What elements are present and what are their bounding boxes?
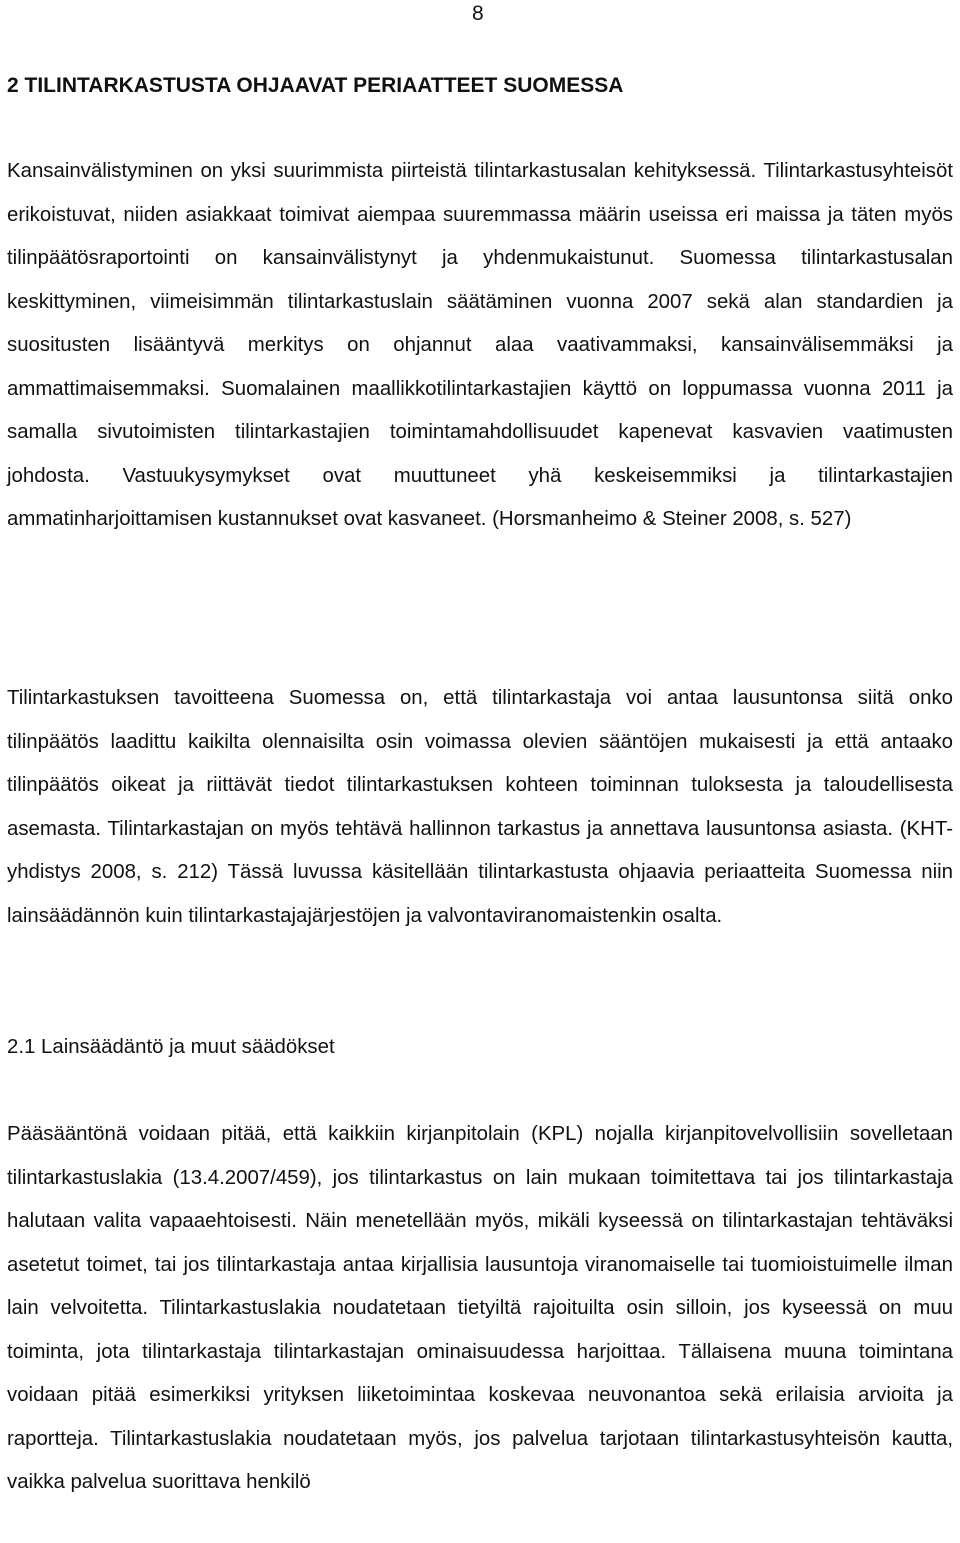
chapter-heading: 2 TILINTARKASTUSTA OHJAAVAT PERIAATTEET SUOMESSA — [7, 74, 624, 97]
paragraph-audit-objective: Tilintarkastuksen tavoitteena Suomessa on, että tilintarkastaja voi antaa lausuntonsa siitä onko tilinpäätös laadittu kaikilta olennaisilta osin voimassa olevien sääntöjen mukaisesti ja että antaako tilinpäätös oikeat ja riittävät tiedot tilintarkastuksen kohteen toiminnan tuloksesta ja taloudellisesta asemasta. Tilintarkastajan on myös tehtävä hallinnon tarkastus ja annettava lausuntonsa asiasta. (KHT-yhdistys 2008, s. 212) Tässä luvussa käsitellään tilintarkastusta ohjaavia periaatteita Suomessa niin lainsäädännön kuin tilintarkastajajärjestöjen ja valvontaviranomaistenkin osalta. — [7, 687, 953, 927]
page-number: 8 — [472, 2, 484, 25]
section-heading: 2.1 Lainsäädäntö ja muut säädökset — [7, 1036, 335, 1058]
paragraph-legislation: Pääsääntönä voidaan pitää, että kaikkiin kirjanpitolain (KPL) nojalla kirjanpitovelvollisiin sovelletaan tilintarkastuslakia (13.4.2007/459), jos tilintarkastus on lain mukaan toimitettava tai jos tilintarkastaja halutaan valita vapaaehtoisesti. Näin menetellään myös, mikäli kyseessä on tilintarkastajan tehtäväksi asetetut toimet, tai jos tilintarkastaja antaa kirjallisia lausuntoja viranomaiselle tai tuomioistuimelle ilman lain velvoitetta. Tilintarkastuslakia noudatetaan tietyiltä rajoituilta osin silloin, jos kyseessä on muu toiminta, jota tilintarkastaja tilintarkastajan ominaisuudessa harjoittaa. Tällaisena muuna toimintana voidaan pitää esimerkiksi yrityksen liiketoimintaa koskevaa neuvonantoa sekä erilaisia arvioita ja raportteja. Tilintarkastuslakia noudatetaan myös, jos palvelua tarjotaan tilintarkastusyhteisön kautta, vaikka palvelua suorittava henkilö — [7, 1123, 953, 1493]
paragraph-internationalization: Kansainvälistyminen on yksi suurimmista piirteistä tilintarkastusalan kehityksessä. Tilintarkastusyhteisöt erikoistuvat, niiden asiakkaat toimivat aiempaa suuremmassa määrin useissa eri maissa ja täten myös tilinpäätösraportointi on kansainvälistynyt ja yhdenmukaistunut. Suomessa tilintarkastusalan keskittyminen, viimeisimmän tilintarkastuslain säätäminen vuonna 2007 sekä alan standardien ja suositusten lisääntyvä merkitys on ohjannut alaa vaativammaksi, kansainvälisemmäksi ja ammattimaisemmaksi. Suomalainen maallikkotilintarkastajien käyttö on loppumassa vuonna 2011 ja samalla sivutoimisten tilintarkastajien toimintamahdollisuudet kapenevat kasvavien vaatimusten johdosta. Vastuukysymykset ovat muuttuneet yhä keskeisemmiksi ja tilintarkastajien ammatinharjoittamisen kustannukset ovat kasvaneet. (Horsmanheimo & Steiner 2008, s. 527) — [7, 160, 953, 530]
